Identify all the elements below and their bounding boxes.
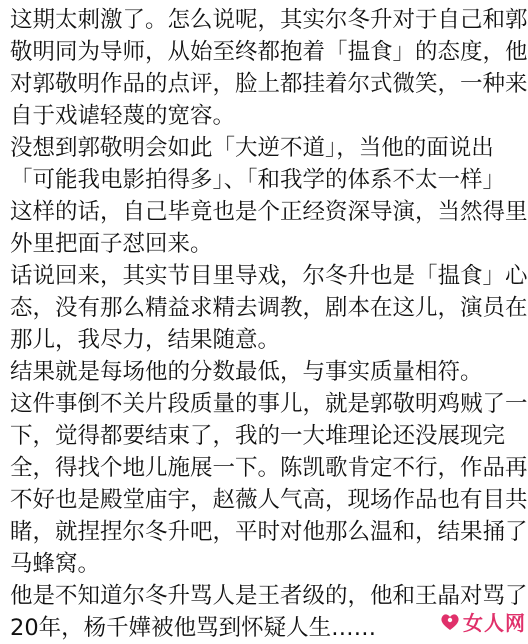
text-line: 下，觉得都要结束了，我的一大堆理论还没展现完 [10,423,506,449]
article-body [10,4,528,644]
text-line: 这件事倒不关片段质量的事儿，就是郭敬明鸡贼了一 [10,391,528,417]
watermark-text: 女人网 [463,611,526,635]
paragraph [10,4,528,132]
text-line: 对郭敬明作品的点评，脸上都挂着尔式微笑，一种来 [10,71,528,97]
text-line: 敬明同为导师，从始至终都抱着「揾食」的态度，他 [10,39,528,65]
paragraph [10,388,528,580]
heart-logo-icon [439,611,461,633]
text-line: 全，得找个地儿施展一下。陈凯歌肯定不行，作品再 [10,455,528,481]
text-line: 那儿，我尽力，结果随意。 [10,327,281,353]
text-line: 话说回来，其实节目里导戏，尔冬升也是「揾食」心 [10,263,528,289]
text-line: 不好也是殿堂庙宇，赵薇人气高，现场作品也有目共 [10,487,528,513]
text-line: 这样的话，自己毕竟也是个正经资深导演，当然得里 [10,199,528,225]
paragraph [10,356,518,388]
text-line: 马蜂窝。 [10,551,101,577]
text-line: 他是不知道尔冬升骂人是王者级的，他和王晶对骂了 [10,583,528,609]
watermark [439,607,526,636]
paragraph [10,132,528,260]
text-line: 睹，就捏捏尔冬升吧，平时对他那么温和，结果捅了 [10,519,528,545]
text-line: 没想到郭敬明会如此「大逆不道」，当他的面说出 [10,135,494,161]
text-line: 态，没有那么精益求精去调教，剧本在这儿，演员在 [10,295,528,321]
text-line: 外里把面子怼回来。 [10,231,213,257]
text-line: 这期太刺激了。怎么说呢，其实尔冬升对于自己和郭 [10,7,528,33]
text-line: 结果就是每场他的分数最低，与事实质量相符。 [10,359,483,385]
text-line: 「可能我电影拍得多」、「和我学的体系不太一样」 [10,167,506,193]
paragraph [10,260,528,356]
text-line: 20年，杨千嬅被他骂到怀疑人生…… [10,615,377,641]
text-line: 自于戏谑轻蔑的宽容。 [10,103,236,129]
